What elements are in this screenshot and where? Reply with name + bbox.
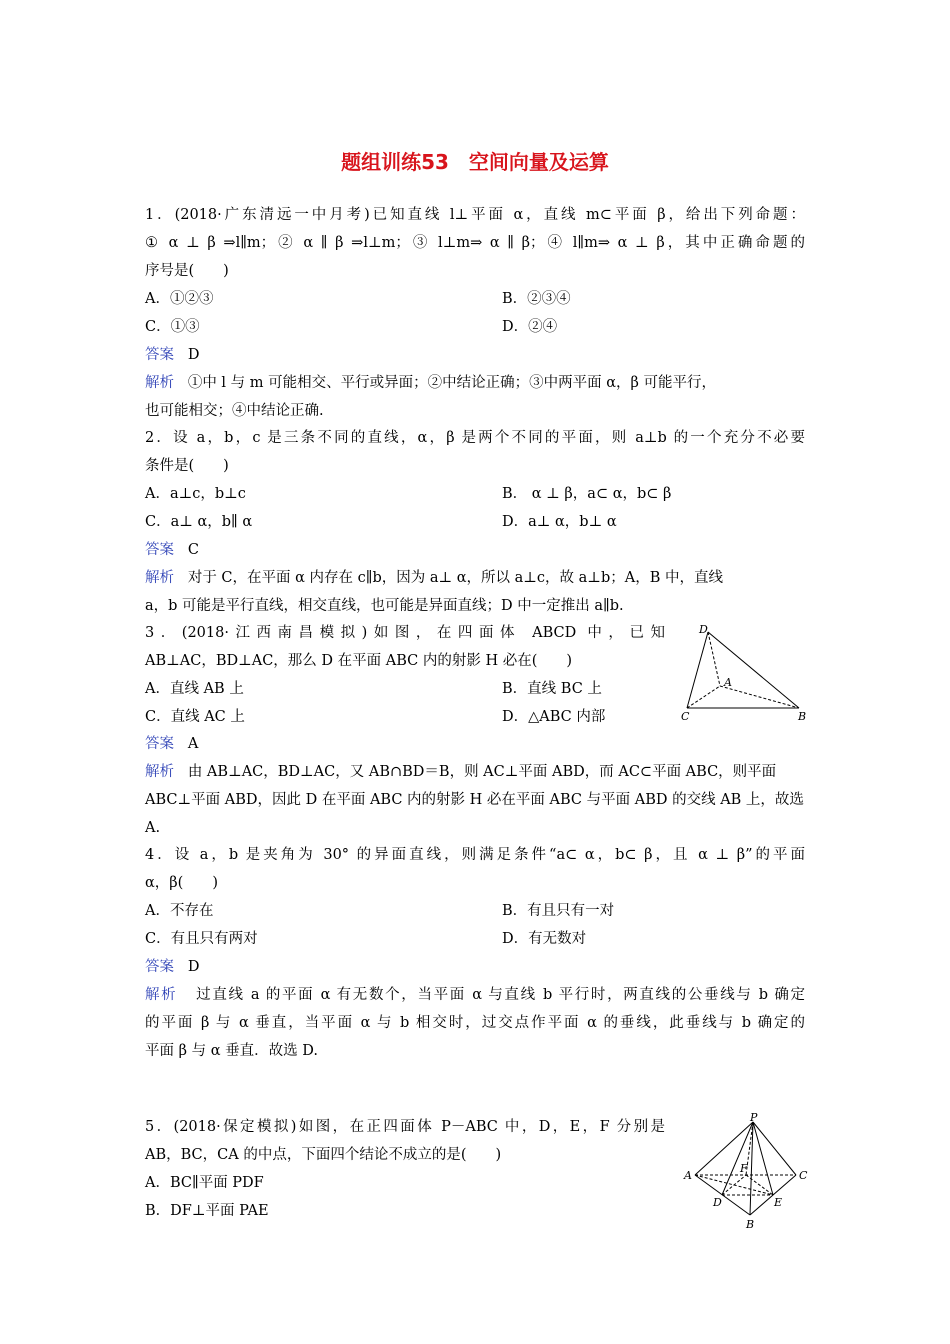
explanation-text: 平面 β 与 α 垂直．故选 D. [145,1043,318,1059]
answer-row [145,345,199,365]
question-text: 3．(2018·江西南昌模拟)如图，在四面体 ABCD 中，已知 [145,625,665,641]
answer-label: 答案 [145,542,174,558]
explanation-text: a，b 可能是平行直线，相交直线，也可能是异面直线；D 中一定推出 a∥b. [145,598,624,614]
vertex-label-e: E [774,1196,783,1209]
vertex-label-c: C [799,1169,808,1182]
answer-row [145,957,199,977]
option-a: A．BC∥平面 PDF [145,1175,264,1191]
answer-value: D [187,347,200,363]
edge-db [708,632,799,708]
vertex-label-p: P [750,1112,758,1124]
option-a: A．直线 AB 上 [145,681,244,697]
vertex-label-d: D [699,623,708,636]
explanation-row [145,568,723,588]
regular-tetrahedron-figure [680,1112,815,1234]
edge-ae [695,1175,773,1195]
option-d: D．a⊥ α，b⊥ α [502,514,617,530]
vertex-label-c: C [681,710,690,723]
explanation-row [145,373,716,393]
question-text: 条件是( ) [145,458,229,474]
answer-label: 答案 [145,347,174,363]
explanation-text: 也可能相交；④中结论正确. [145,403,324,419]
answer-row [145,734,198,754]
explanation-text: A. [145,820,161,836]
question-text: ① α ⊥ β ⇒l∥m；② α ∥ β ⇒l⊥m；③ l⊥m⇒ α ∥ β；④ l∥m⇒ α ⊥ β，其中正确命题的 [145,235,805,251]
explanation-text: ①中 l 与 m 可能相交、平行或异面；②中结论正确；③中两平面 α，β 可能平行， [187,375,717,391]
explanation-row [145,762,776,782]
vertex-label-d: D [713,1196,722,1209]
option-a: A．a⊥c，b⊥c [145,486,246,502]
edge-pb [750,1122,753,1215]
question-text: 序号是( ) [145,263,229,279]
page-title: 题组训练53 空间向量及运算 [341,150,609,174]
option-c: C．有且只有两对 [145,931,258,947]
question-text: α，β( ) [145,875,218,891]
vertex-label-b: B [746,1218,755,1231]
answer-value: C [187,542,199,558]
option-d: D．△ABC 内部 [502,709,606,725]
question-text: AB⊥AC，BD⊥AC，那么 D 在平面 ABC 内的射影 H 必在( ) [145,653,573,669]
explanation-label: 解析 [145,987,178,1003]
option-b: B．直线 BC 上 [502,681,602,697]
explanation-text: 对于 C，在平面 α 内存在 c∥b，因为 a⊥ α，所以 a⊥c，故 a⊥b；A，B 中，直线 [187,570,723,586]
explanation-label: 解析 [145,570,174,586]
answer-label: 答案 [145,959,174,975]
explanation-text: 过直线 a 的平面 α 有无数个，当平面 α 与直线 b 平行时，两直线的公垂线与 b 确定 [196,987,806,1003]
option-c: C．①③ [145,319,200,335]
question-text: AB，BC，CA 的中点，下面四个结论不成立的是( ) [145,1147,502,1163]
explanation-row [145,985,805,1005]
explanation-text: 由 AB⊥AC，BD⊥AC，又 AB∩BD＝B，则 AC⊥平面 ABD，而 AC⊂平面 ABC，则平面 [187,764,777,780]
edge-pe [753,1122,773,1195]
vertex-label-b: B [798,710,807,723]
answer-value: D [187,959,200,975]
explanation-text: 的平面 β 与 α 垂直，当平面 α 与 b 相交时，过交点作平面 α 的垂线，此垂线与 b 确定的 [145,1015,805,1031]
option-c: C．直线 AC 上 [145,709,245,725]
option-b: B．DF⊥平面 PAE [145,1203,269,1219]
vertex-label-a: A [684,1169,692,1182]
option-d: D．有无数对 [502,931,587,947]
tetrahedron-figure [675,620,815,725]
answer-row [145,540,199,560]
option-b: B．②③④ [502,291,571,307]
answer-value: A [187,736,199,752]
explanation-label: 解析 [145,764,174,780]
explanation-text: ABC⊥平面 ABD，因此 D 在平面 ABC 内的射影 H 必在平面 ABC 与平面 ABD 的交线 AB 上，故选 [145,792,804,808]
question-text: 1．(2018·广东清远一中月考)已知直线 l⊥平面 α，直线 m⊂平面 β，给出下列命题： [145,207,805,223]
option-a: A．①②③ [145,291,214,307]
edge-ab [720,686,799,708]
option-d: D．②④ [502,319,558,335]
vertex-label-a: A [724,676,732,689]
question-text: 4．设 a，b 是夹角为 30° 的异面直线，则满足条件“a⊂ α，b⊂ β，且 α ⊥ β”的平面 [145,847,805,863]
option-a: A．不存在 [145,903,214,919]
edge-pc [753,1122,796,1175]
question-text: 2．设 a，b，c 是三条不同的直线，α，β 是两个不同的平面，则 a⊥b 的一个充分不必要 [145,430,805,446]
option-c: C．a⊥ α，b∥ α [145,514,253,530]
option-b: B． α ⊥ β，a⊂ α，b⊂ β [502,486,672,502]
question-text: 5．(2018·保定模拟)如图，在正四面体 P－ABC 中，D，E，F 分别是 [145,1119,665,1135]
explanation-label: 解析 [145,375,174,391]
vertex-label-f: F [740,1162,748,1175]
option-b: B．有且只有一对 [502,903,615,919]
answer-label: 答案 [145,736,174,752]
